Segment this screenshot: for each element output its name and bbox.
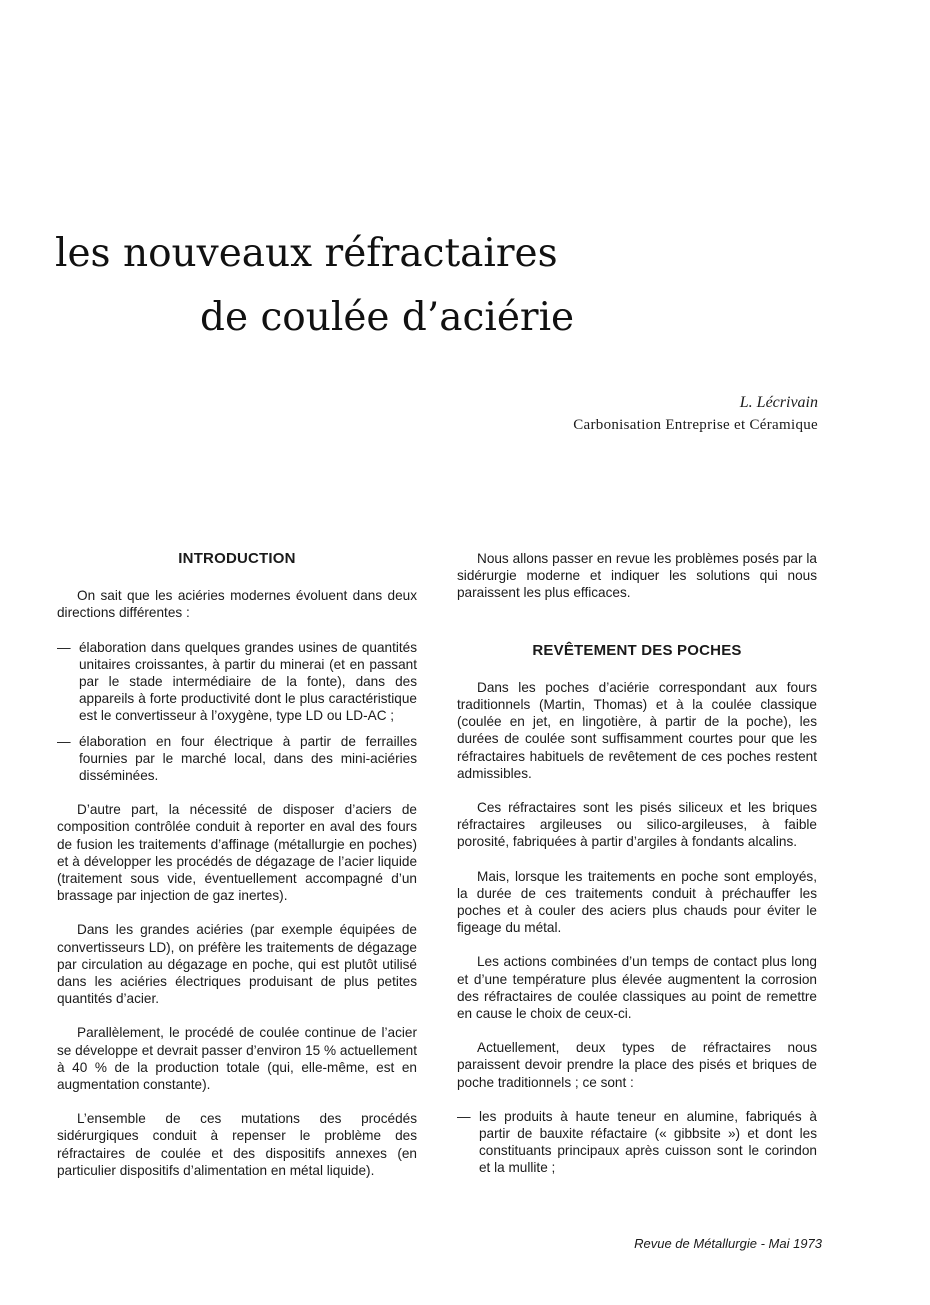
paragraph: Mais, lorsque les traitements en poche sont employés, la durée de ces traitements conduit à préchauffer les poches et à couler des aciers plus chauds pour éviter le figeage du métal. [457, 868, 817, 936]
paragraph: Actuellement, deux types de réfractaires nous paraissent devoir prendre la place des pisés et briques de poche traditionnels ; ce sont : [457, 1040, 817, 1090]
title-line-2: de coulée d’aciérie [200, 295, 575, 340]
list-item: — élaboration en four électrique à partir de ferrailles fournies par le marché local, dans des mini-aciéries disséminées. [57, 733, 417, 785]
paragraph: Dans les poches d’aciérie correspondant aux fours traditionnels (Martin, Thomas) et à la coulée classique (coulée en jet, en lingotière, à partir de la poche), les durées de coulée sont suffisamment courtes pour que les réfractaires habituels de revêtement de ces poches restent admissibles. [457, 679, 817, 781]
article-title [55, 222, 635, 350]
byline [573, 392, 818, 436]
list-item: — les produits à haute teneur en alumine, fabriqués à partir de bauxite réfactaire (« gibbsite ») et dont les constituants principaux après cuisson sont le corindon et la mullite ; [457, 1108, 817, 1177]
paragraph: Parallèlement, le procédé de coulée continue de l’acier se développe et devrait passer d’environ 15 % actuellement à 40 % de la production totale (qui, elle-même, est en augmentation constante). [57, 1025, 417, 1093]
paragraph: On sait que les aciéries modernes évoluent dans deux directions différentes : [57, 588, 417, 621]
bullet-list [57, 639, 417, 785]
paragraph: L’ensemble de ces mutations des procédés sidérurgiques conduit à repenser le problème des réfractaires de coulée et des dispositifs annexes (en particulier dispositifs d’alimentation en métal liquide). [57, 1111, 417, 1178]
journal-footer: Revue de Métallurgie - Mai 1973 [634, 1236, 822, 1251]
section-heading-introduction: INTRODUCTION [178, 550, 296, 567]
author-name: L. Lécrivain [739, 394, 818, 411]
title-line-1: les nouveaux réfractaires [55, 231, 558, 276]
left-column [57, 550, 417, 1196]
paragraph: Nous allons passer en revue les problèmes posés par la sidérurgie moderne et indiquer les solutions qui nous paraissent les plus efficaces. [457, 551, 817, 601]
paragraph: Ces réfractaires sont les pisés siliceux et les briques réfractaires argileuses ou silico-argileuses, à faible porosité, fabriquées à partir d’argiles à fondants alcalins. [457, 800, 817, 850]
list-item: — élaboration dans quelques grandes usines de quantités unitaires croissantes, à partir du minerai (et en passant par le stade intermédiaire de la fonte), dans des appareils à forte productivité dont le plus caractéristique est le convertisseur à l’oxygène, type LD ou LD-AC ; [57, 639, 417, 725]
section-heading-revetement: REVÊTEMENT DES POCHES [532, 641, 742, 659]
paragraph: Les actions combinées d’un temps de contact plus long et d’une température plus élevée augmentent la corrosion des réfractaires de coulée classiques au point de remettre en cause le choix de ceux-ci. [457, 954, 817, 1022]
paragraph: Dans les grandes aciéries (par exemple équipées de convertisseurs LD), on préfère les traitements de dégazage par circulation au dégazage en poche, qui est plutôt utilisé dans les aciéries électriques produisant de plus petites quantités d’acier. [57, 922, 417, 1007]
bullet-list [457, 1108, 817, 1177]
author-affiliation: Carbonisation Entreprise et Céramique [573, 417, 818, 433]
right-column [457, 550, 817, 1194]
paragraph: D’autre part, la nécessité de disposer d’aciers de composition contrôlée conduit à reporter en aval des fours de fusion les traitements d’affinage (métallurgie en poches) et à développer les procédés de dégazage de l’acier liquide (traitement sous vide, éventuellement accompagné d’un brassage par injection de gaz inertes). [57, 802, 417, 904]
